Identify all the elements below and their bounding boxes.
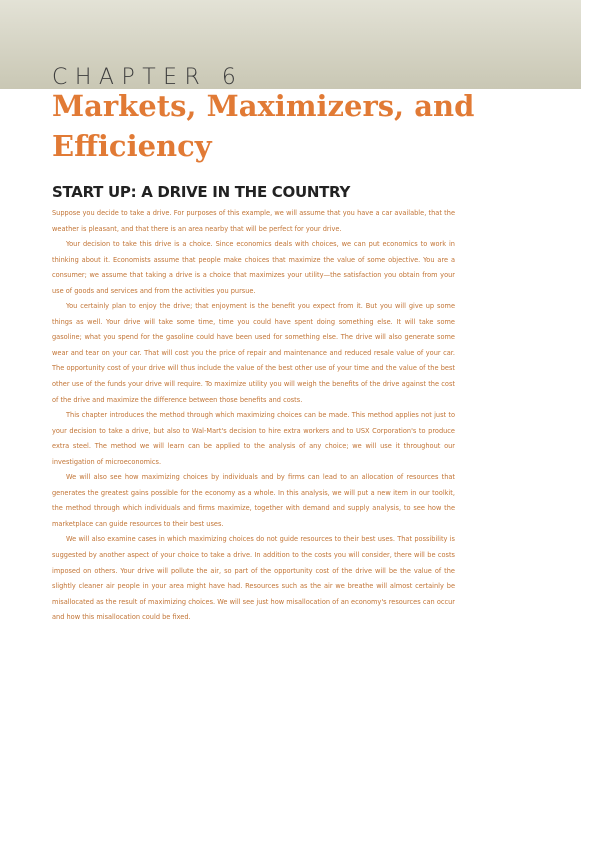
chapter-label: CHAPTER 6 — [52, 65, 244, 90]
body-text — [52, 206, 455, 626]
paragraph: This chapter introduces the method through which maximizing choices can be made. This method applies not just to your decision to take a drive, but also to Wal-Mart's decision to hire extra workers and to USX Corporation's to produce extra steel. The method we will learn can be applied to the analysis of any choice; we will use it throughout our investigation of microeconomics. — [52, 411, 455, 466]
section-heading: START UP: A DRIVE IN THE COUNTRY — [52, 183, 351, 201]
paragraph: Suppose you decide to take a drive. For purposes of this example, we will assume that you have a car available, that the weather is pleasant, and that there is an area nearby that will be perfect for your drive. — [52, 209, 455, 233]
paragraph: We will also see how maximizing choices by individuals and by firms can lead to an allocation of resources that generates the greatest gains possible for the economy as a whole. In this analysis, we will put a new item in our toolkit, the method through which individuals and firms maximize, together with demand and supply analysis, to see how the marketplace can guide resources to their best uses. — [52, 473, 455, 528]
paragraph: We will also examine cases in which maximizing choices do not guide resources to their best uses. That possibility is suggested by another aspect of your choice to take a drive. In addition to the costs you will consider, there will be costs imposed on others. Your drive will pollute the air, so part of the opportunity cost of the drive will be the value of the slightly cleaner air people in your area might have had. Resources such as the air we breathe will almost certainly be misallocated as the result of maximizing choices. We will see just how misallocation of an economy's resources can occur and how this misallocation could be fixed. — [52, 535, 455, 622]
paragraph: You certainly plan to enjoy the drive; that enjoyment is the benefit you expect from it. But you will give up some things as well. Your drive will take some time, time you could have spent doing something else. It will take some gasoline; what you spend for the gasoline could have been used for something else. The drive will also generate some wear and tear on your car. That will cost you the price of repair and maintenance and reduced resale value of your car. The opportunity cost of your drive will thus include the value of the best other use of your time and the value of the best other use of the funds your drive will require. To maximize utility you will weigh the benefits of the drive against the cost of the drive and maximize the difference between those benefits and costs. — [52, 302, 455, 404]
paragraph: Your decision to take this drive is a choice. Since economics deals with choices, we can put economics to work in thinking about it. Economists assume that people make choices that maximize the value of some objective. You are a consumer; we assume that taking a drive is a choice that maximizes your utility—the satisfaction you obtain from your use of goods and services and from the activities you pursue. — [52, 240, 455, 295]
chapter-title: Markets, Maximizers, and Efficiency — [52, 89, 475, 163]
